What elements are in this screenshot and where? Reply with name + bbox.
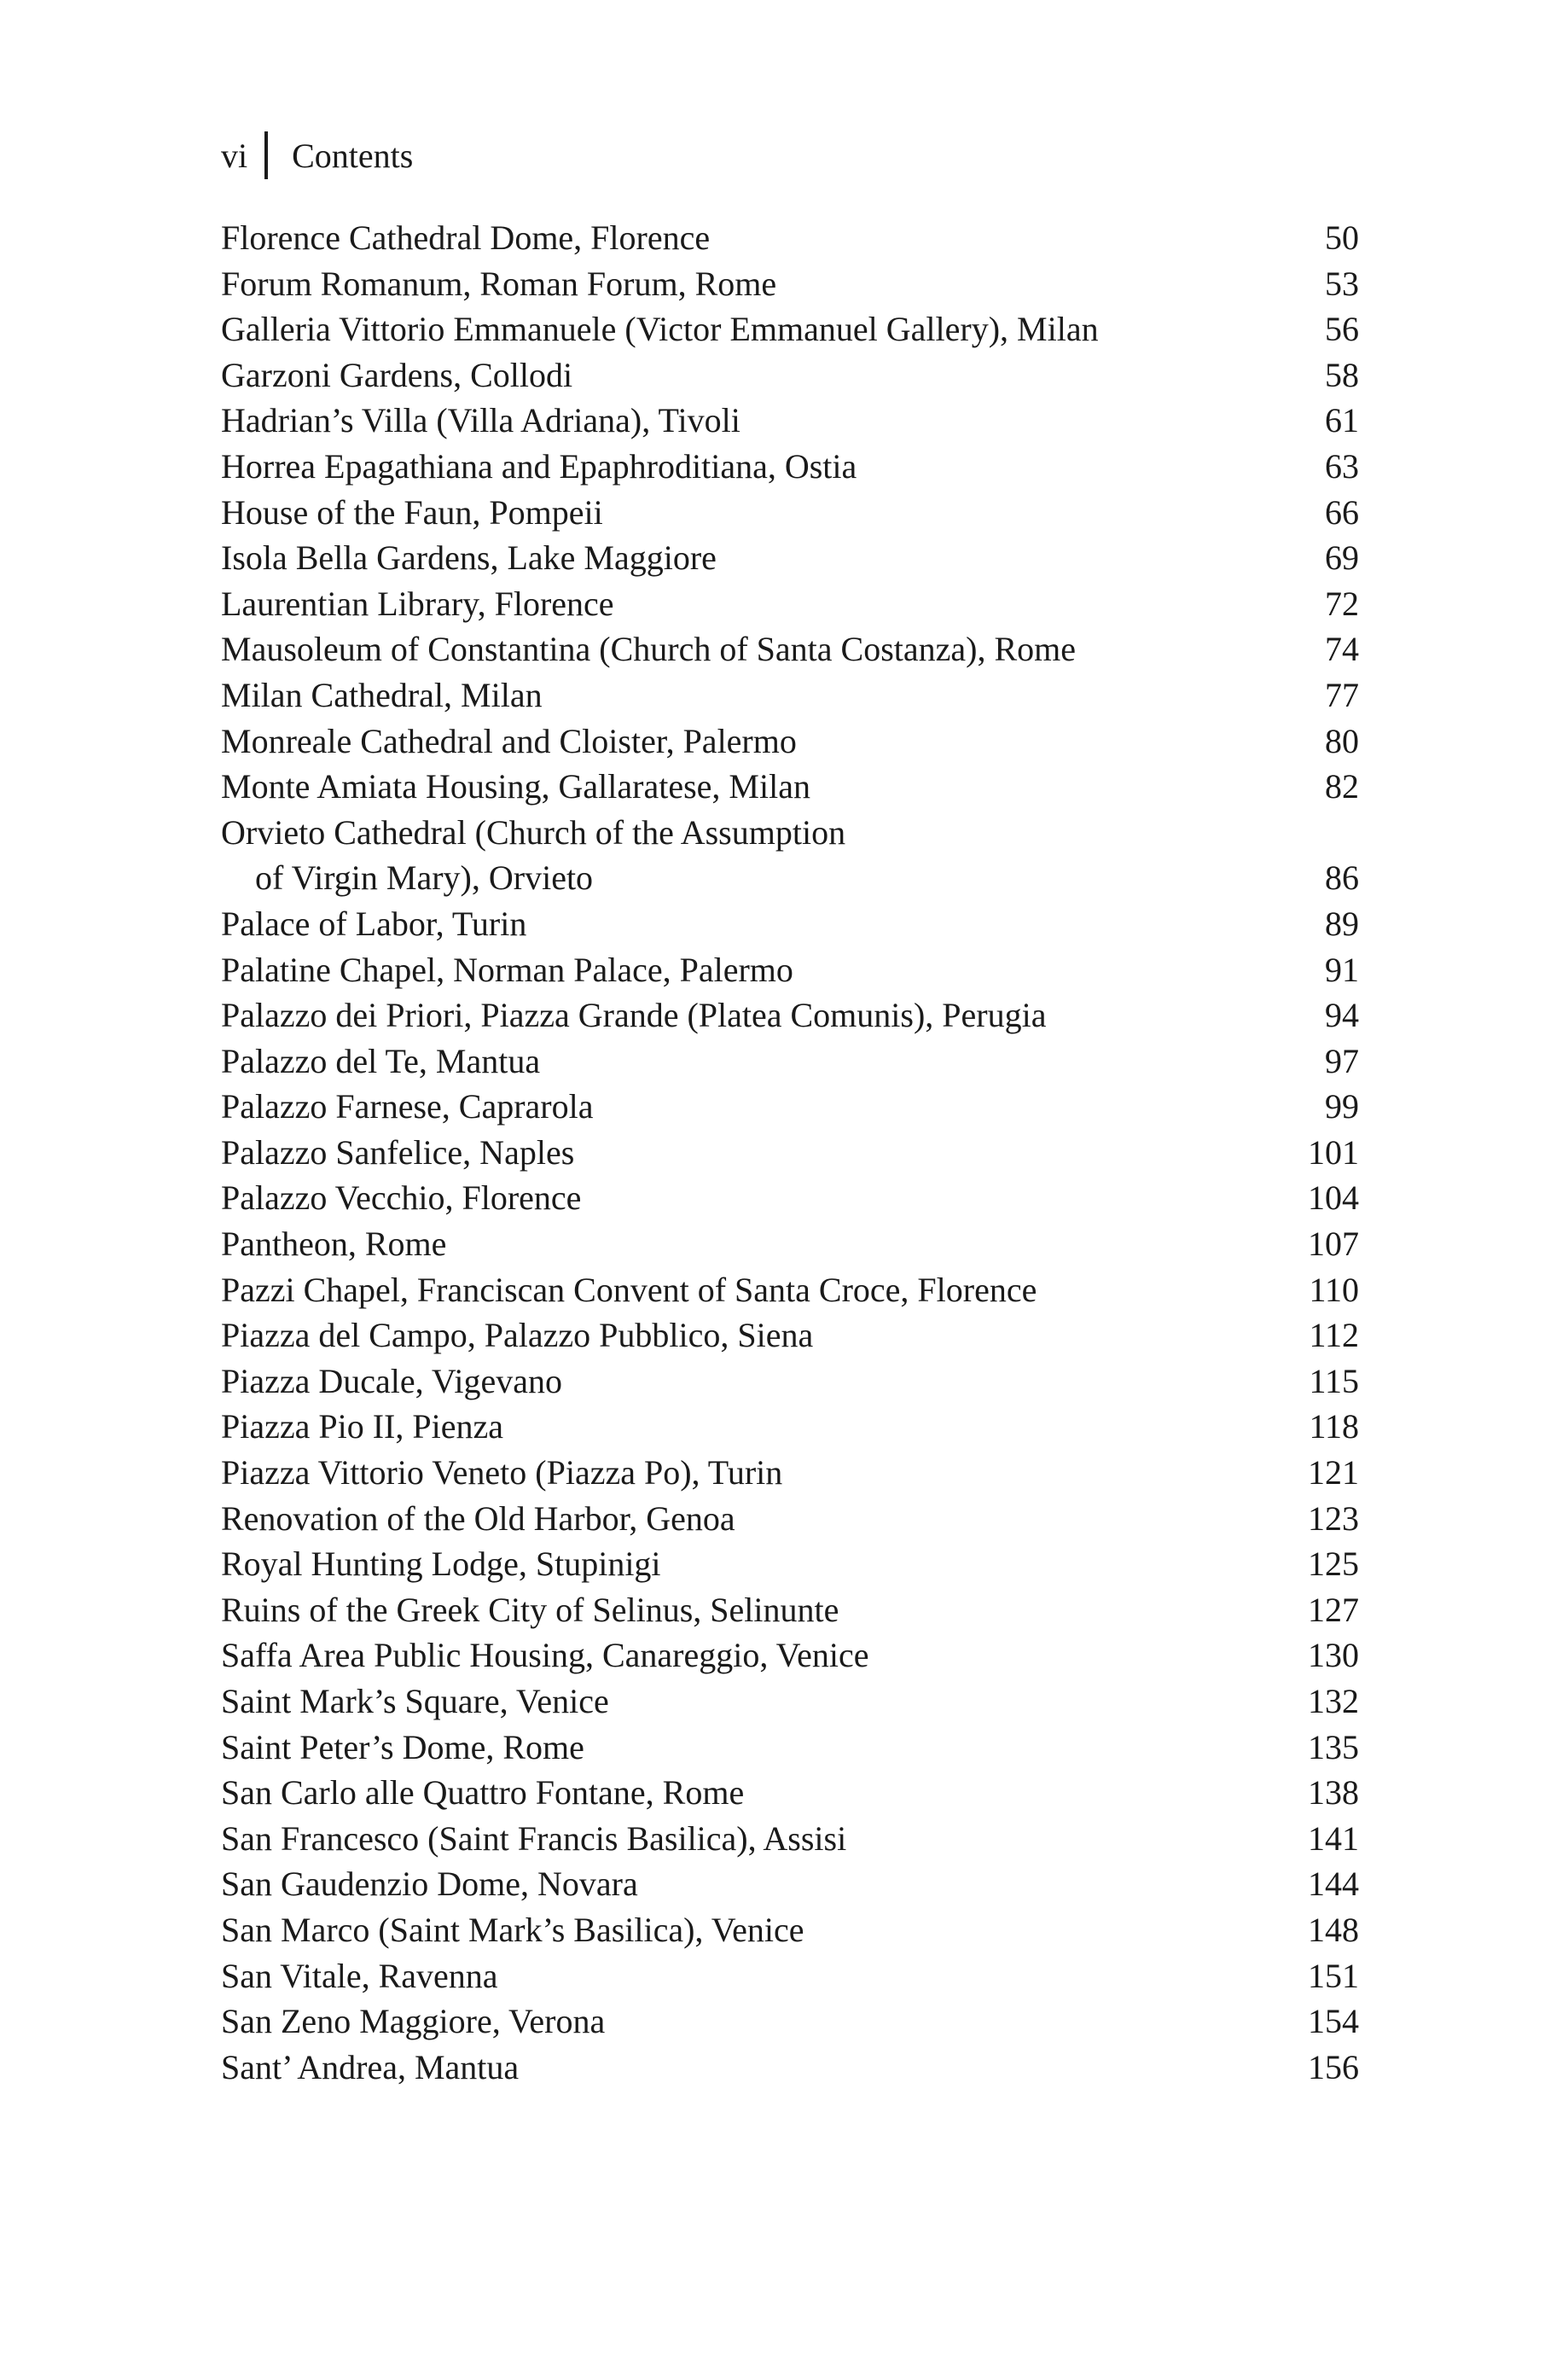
toc-entry	[221, 306, 1359, 352]
running-head	[221, 130, 413, 181]
entry-page-number: 97	[1325, 1041, 1359, 1080]
entry-title: San Francesco (Saint Francis Basilica), Assisi	[221, 1818, 847, 1858]
toc-entry	[221, 1496, 1359, 1542]
toc-entry	[221, 1221, 1359, 1267]
page-folio: vi	[221, 136, 248, 175]
toc-entry	[221, 810, 1359, 856]
running-head-title: Contents	[292, 136, 414, 175]
entry-title: Isola Bella Gardens, Lake Maggiore	[221, 538, 717, 578]
entry-page-number: 50	[1325, 218, 1359, 257]
entry-title: Forum Romanum, Roman Forum, Rome	[221, 264, 777, 303]
entry-page-number: 138	[1308, 1773, 1359, 1812]
entry-title: Sant’ Andrea, Mantua	[221, 2047, 520, 2086]
entry-title: Saffa Area Public Housing, Canareggio, Venice	[221, 1636, 869, 1675]
entry-page-number: 72	[1325, 584, 1359, 623]
entry-page-number: 101	[1308, 1132, 1359, 1172]
toc-entry	[221, 215, 1359, 261]
entry-page-number: 154	[1308, 2002, 1359, 2041]
entry-page-number: 148	[1308, 1910, 1359, 1949]
entry-title: of Virgin Mary), Orvieto	[255, 858, 594, 898]
entry-page-number: 118	[1309, 1407, 1359, 1446]
toc-entry	[221, 352, 1359, 399]
entry-title: Pantheon, Rome	[221, 1225, 447, 1264]
entry-title: Mausoleum of Constantina (Church of Santa Costanza), Rome	[221, 630, 1077, 669]
toc-entry	[221, 1450, 1359, 1496]
toc-entry	[221, 1999, 1359, 2045]
entry-title: Palazzo del Te, Mantua	[221, 1041, 541, 1080]
toc-entry	[221, 1130, 1359, 1176]
entry-page-number: 66	[1325, 492, 1359, 532]
entry-title: Palatine Chapel, Norman Palace, Palermo	[221, 950, 793, 989]
entry-page-number: 156	[1308, 2047, 1359, 2086]
entry-page-number: 69	[1325, 538, 1359, 578]
entry-title: Piazza Ducale, Vigevano	[221, 1361, 563, 1400]
toc-entry	[221, 1541, 1359, 1587]
entry-title: Monreale Cathedral and Cloister, Palermo	[221, 721, 797, 760]
toc-entry	[221, 1267, 1359, 1313]
entry-title: Royal Hunting Lodge, Stupinigi	[221, 1545, 661, 1584]
toc-entry	[221, 1587, 1359, 1633]
entry-page-number: 91	[1325, 950, 1359, 989]
contents-list	[221, 215, 1359, 2090]
entry-page-number: 123	[1308, 1498, 1359, 1538]
entry-title: Laurentian Library, Florence	[221, 584, 614, 623]
entry-title: Palazzo Sanfelice, Naples	[221, 1132, 575, 1172]
entry-page-number: 121	[1308, 1453, 1359, 1492]
toc-entry	[221, 535, 1359, 581]
toc-entry	[221, 1725, 1359, 1771]
entry-page-number: 135	[1308, 1727, 1359, 1766]
toc-entry	[221, 672, 1359, 719]
entry-page-number: 53	[1325, 264, 1359, 303]
toc-entry	[221, 1861, 1359, 1907]
entry-page-number: 104	[1308, 1178, 1359, 1218]
toc-entry	[221, 1084, 1359, 1130]
entry-title: Saint Mark’s Square, Venice	[221, 1682, 609, 1720]
toc-entry	[221, 901, 1359, 947]
toc-entry	[221, 398, 1359, 444]
entry-page-number: 132	[1308, 1682, 1359, 1720]
toc-entry-continuation	[221, 855, 1359, 901]
toc-entry	[221, 626, 1359, 672]
toc-entry	[221, 764, 1359, 810]
toc-entry	[221, 1953, 1359, 1999]
entry-page-number: 94	[1325, 996, 1359, 1035]
toc-entry	[221, 1312, 1359, 1359]
entry-page-number: 77	[1325, 675, 1359, 714]
entry-page-number: 151	[1308, 1956, 1359, 1995]
entry-title: Milan Cathedral, Milan	[221, 675, 543, 714]
entry-page-number: 115	[1309, 1361, 1359, 1400]
entry-page-number: 56	[1325, 310, 1359, 349]
entry-page-number: 63	[1325, 446, 1359, 486]
entry-title: Piazza Vittorio Veneto (Piazza Po), Turin	[221, 1453, 783, 1492]
entry-title: San Carlo alle Quattro Fontane, Rome	[221, 1773, 745, 1812]
entry-title: San Gaudenzio Dome, Novara	[221, 1865, 638, 1904]
entry-page-number: 110	[1309, 1270, 1359, 1309]
entry-page-number: 127	[1308, 1590, 1359, 1629]
entry-page-number: 61	[1325, 401, 1359, 440]
entry-title: San Marco (Saint Mark’s Basilica), Venice	[221, 1910, 804, 1949]
entry-page-number: 58	[1325, 355, 1359, 394]
entry-title: Piazza del Campo, Palazzo Pubblico, Siena	[221, 1316, 814, 1355]
toc-entry	[221, 444, 1359, 490]
toc-entry	[221, 992, 1359, 1039]
entry-title: Horrea Epagathiana and Epaphroditiana, Ostia	[221, 446, 857, 486]
toc-entry	[221, 2045, 1359, 2091]
entry-page-number: 125	[1308, 1545, 1359, 1584]
entry-page-number: 74	[1325, 630, 1359, 669]
entry-page-number: 112	[1309, 1316, 1359, 1355]
toc-entry	[221, 1770, 1359, 1816]
toc-entry	[221, 261, 1359, 307]
entry-title: San Zeno Maggiore, Verona	[221, 2002, 606, 2041]
toc-entry	[221, 1175, 1359, 1221]
entry-page-number: 130	[1308, 1636, 1359, 1675]
toc-entry	[221, 1404, 1359, 1450]
entry-title: Ruins of the Greek City of Selinus, Selinunte	[221, 1590, 839, 1629]
entry-title: Garzoni Gardens, Collodi	[221, 355, 573, 394]
entry-title: Renovation of the Old Harbor, Genoa	[221, 1498, 735, 1538]
entry-title: Palace of Labor, Turin	[221, 904, 527, 943]
toc-entry	[221, 490, 1359, 536]
entry-title: Hadrian’s Villa (Villa Adriana), Tivoli	[221, 401, 740, 440]
entry-page-number: 80	[1325, 721, 1359, 760]
toc-entry	[221, 1679, 1359, 1725]
entry-page-number: 107	[1308, 1225, 1359, 1264]
entry-page-number: 89	[1325, 904, 1359, 943]
entry-title: Palazzo Vecchio, Florence	[221, 1178, 582, 1218]
toc-entry	[221, 1359, 1359, 1405]
entry-title: Galleria Vittorio Emmanuele (Victor Emmanuel Gallery), Milan	[221, 310, 1099, 349]
toc-entry	[221, 1039, 1359, 1085]
toc-entry	[221, 1907, 1359, 1953]
entry-title: Pazzi Chapel, Franciscan Convent of Santa Croce, Florence	[221, 1270, 1037, 1309]
entry-title: Saint Peter’s Dome, Rome	[221, 1727, 584, 1766]
entry-page-number: 99	[1325, 1087, 1359, 1126]
entry-title: San Vitale, Ravenna	[221, 1956, 498, 1995]
toc-entry	[221, 719, 1359, 765]
toc-entry	[221, 1816, 1359, 1862]
entry-title: Florence Cathedral Dome, Florence	[221, 218, 711, 257]
toc-entry	[221, 947, 1359, 993]
entry-title: Palazzo dei Priori, Piazza Grande (Platea Comunis), Perugia	[221, 996, 1047, 1035]
entry-title: Palazzo Farnese, Caprarola	[221, 1087, 594, 1126]
entry-page-number: 86	[1325, 858, 1359, 898]
entry-title: Piazza Pio II, Pienza	[221, 1407, 503, 1446]
entry-title: House of the Faun, Pompeii	[221, 492, 603, 532]
toc-entry	[221, 581, 1359, 627]
entry-title: Orvieto Cathedral (Church of the Assumption	[221, 812, 846, 852]
entry-title: Monte Amiata Housing, Gallaratese, Milan	[221, 767, 810, 806]
entry-page-number: 144	[1308, 1865, 1359, 1904]
entry-page-number: 141	[1308, 1818, 1359, 1858]
toc-entry	[221, 1632, 1359, 1679]
entry-page-number: 82	[1325, 767, 1359, 806]
